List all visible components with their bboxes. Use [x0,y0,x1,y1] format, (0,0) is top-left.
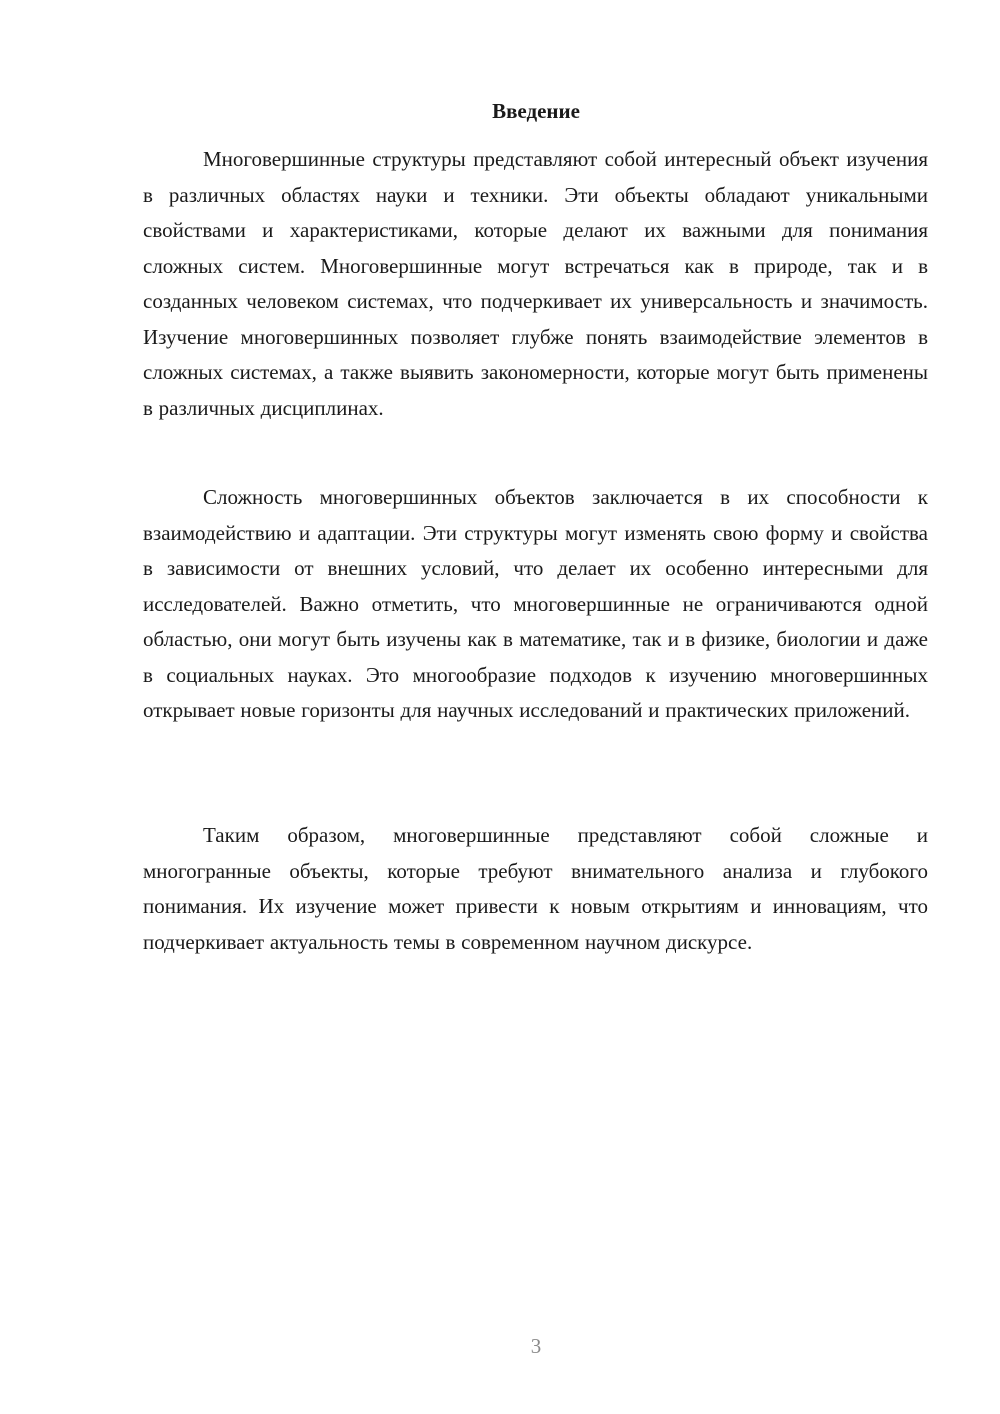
paragraph-2: Сложность многовершинных объектов заключается в их способности к взаимодействию и адаптации. Эти структуры могут изменять свою форму и свойства в зависимости от внешних условий, что делает их особенно интересными для исследователей. Важно отметить, что многовершинные не ограничиваются одной областью, они могут быть изучены как в математике, так и в физике, биологии и даже в социальных науках. Это многообразие подходов к изучению многовершинных открывает новые горизонты для научных исследований и практических приложений. [143,485,928,722]
paragraph-1: Многовершинные структуры представляют собой интересный объект изучения в различных областях науки и техники. Эти объекты обладают уникальными свойствами и характеристиками, которые делают их важными для понимания сложных систем. Многовершинные могут встречаться как в природе, так и в созданных человеком системах, что подчеркивает их универсальность и значимость. Изучение многовершинных позволяет глубже понять взаимодействие элементов в сложных системах, а также выявить закономерности, которые могут быть применены в различных дисциплинах. [143,147,928,420]
section-title: Введение [492,99,580,123]
paragraph-3: Таким образом, многовершинные представляют собой сложные и многогранные объекты, которые требуют внимательного анализа и глубокого понимания. Их изучение может привести к новым открытиям и инновациям, что подчеркивает актуальность темы в современном научном дискурсе. [143,823,928,954]
page-number: 3 [530,1334,542,1358]
